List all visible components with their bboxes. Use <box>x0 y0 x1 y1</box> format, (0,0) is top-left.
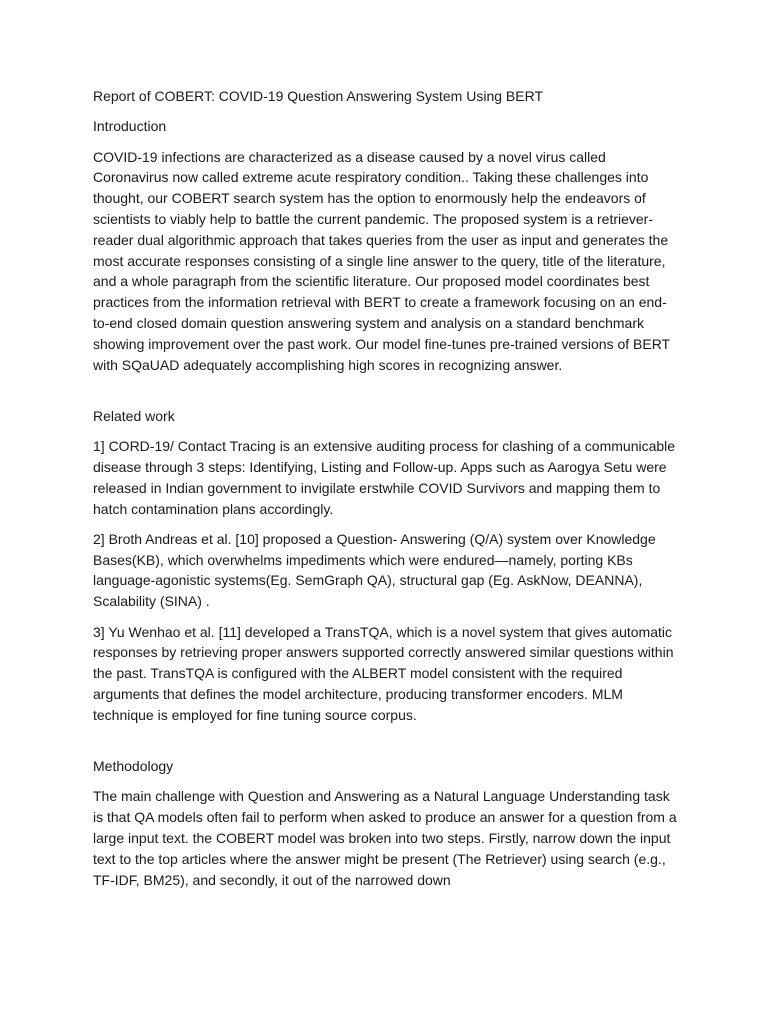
methodology-paragraph: The main challenge with Question and Answering as a Natural Language Understanding task is that QA models often fail to perform when asked to produce an answer for a question from a large input text. the COBERT model was broken into two steps. Firstly, narrow down the input text to the top articles where the answer might be present (The Retriever) using search (e.g., TF-IDF, BM25), and secondly, it out of the narrowed down <box>93 788 677 888</box>
introduction-paragraph: COVID-19 infections are characterized as a disease caused by a novel virus called Coronavirus now called extreme acute respiratory condition.. Taking these challenges into thought, our COBERT search system has the option to enormously help the endeavors of scientists to viably help to battle the current pandemic. The proposed system is a retriever-reader dual algorithmic approach that takes queries from the user as input and generates the most accurate responses consisting of a single line answer to the query, title of the literature, and a whole paragraph from the scientific literature. Our proposed model coordinates best practices from the information retrieval with BERT to create a framework focusing on an end-to-end closed domain question answering system and analysis on a standard benchmark showing improvement over the past work. Our model fine-tunes pre-trained versions of BERT with SQaUAD adequately accomplishing high scores in recognizing answer. <box>93 148 670 373</box>
introduction-heading: Introduction <box>93 118 167 135</box>
related-work-item-2: 2] Broth Andreas et al. [10] proposed a Question- Answering (Q/A) system over Knowledge Bases(KB), which overwhelms impediments which were endured—namely, porting KBs language-agonistic systems(Eg. SemGraph QA), structural gap (Eg. AskNow, DEANNA), Scalability (SINA) . <box>93 530 656 610</box>
related-work-item-3: 3] Yu Wenhao et al. [11] developed a TransTQA, which is a novel system that gives automatic responses by retrieving proper answers supported correctly answered similar questions within the past. TransTQA is configured with the ALBERT model consistent with the required arguments that defines the model architecture, producing transformer encoders. MLM technique is employed for fine tuning source corpus. <box>93 623 674 723</box>
methodology-heading: Methodology <box>93 758 174 775</box>
related-work-item-1: 1] CORD-19/ Contact Tracing is an extensive auditing process for clashing of a communicable disease through 3 steps: Identifying, Listing and Follow-up. Apps such as Aarogya Setu were released in Indian government to invigilate erstwhile COVID Survivors and mapping them to hatch contamination plans accordingly. <box>93 438 676 517</box>
document-body <box>93 86 683 900</box>
related-work-heading: Related work <box>93 407 175 424</box>
document-title: Report of COBERT: COVID-19 Question Answering System Using BERT <box>93 88 543 104</box>
